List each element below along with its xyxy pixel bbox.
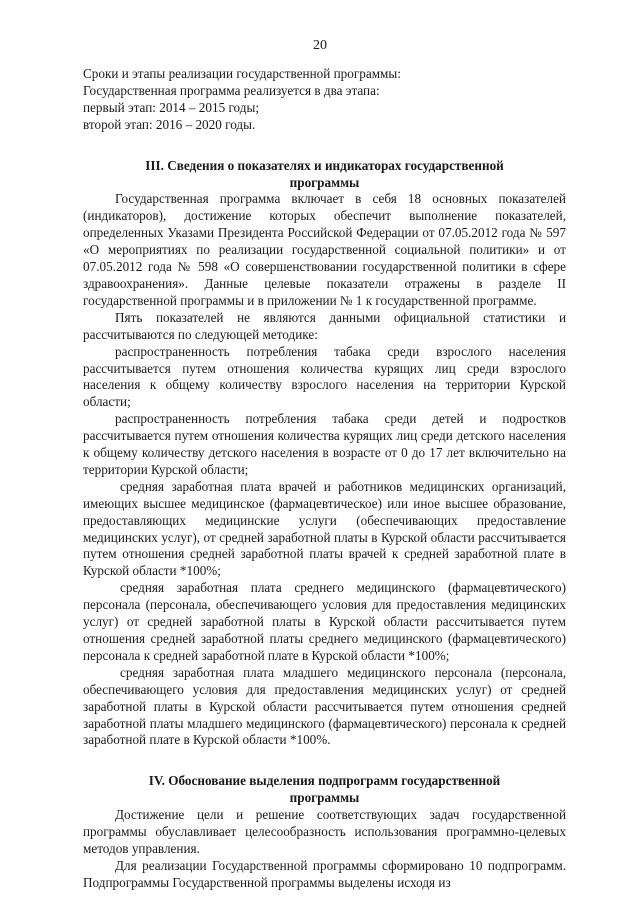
paragraph: средняя заработная плата младшего медицинского персонала (персонала, обеспечивающего условия для предоставления медицинских услуг) от средней заработной платы в Курской области рассчитывается путем отношения средней заработной платы младшего медицинского (фармацевтического) персонала к средней заработной плате в Курской области *100%. — [83, 664, 566, 748]
paragraph: Достижение цели и решение соответствующих задач государственной программы обуславливает целесообразность использования программно-целевых методов управления. — [83, 807, 566, 856]
paragraph: Для реализации Государственной программы сформировано 10 подпрограмм. Подпрограммы Государственной программы выделены исходя из — [83, 857, 566, 890]
section-3-heading: III. Сведения о показателях и индикаторах государственной программы — [145, 157, 504, 190]
paragraph: средняя заработная плата среднего медицинского (фармацевтического) персонала (персонала, обеспечивающего условия для предоставления медицинских услуг) от средней заработной платы в Курской области рассчитывается путем отношения средней заработной платы среднего медицинского (фармацевтического) персонала к средней заработной плате в Курской области *100%; — [83, 580, 566, 663]
stages-line: первый этап: 2014 – 2015 годы; — [83, 99, 259, 115]
page-number: 20 — [313, 38, 327, 53]
stages-line: Сроки и этапы реализации государственной программы: — [83, 66, 401, 81]
paragraph: распространенность потребления табака среди детей и подростков рассчитывается путем отношения количества курящих лиц среди детского населения к общему количеству детского населения в возрасте от 0 до 17 лет включительно на территории Курской области; — [83, 411, 566, 477]
section-4-heading: IV. Обоснование выделения подпрограмм государственной программы — [148, 773, 501, 806]
paragraph: Пять показателей не являются данными официальной статистики и рассчитываются по следующей методике: — [83, 309, 566, 342]
paragraph: средняя заработная плата врачей и работников медицинских организаций, имеющих высшее медицинское (фармацевтическое) или иное высшее образование, предоставляющих медицинские услуги (обеспечивающих предоставление медицинских услуг), от средней заработной платы в Курской области рассчитывается путем отношения средней заработной платы врачей к средней заработной плате в Курской области *100%; — [83, 478, 566, 579]
paragraph: распространенность потребления табака среди взрослого населения рассчитывается путем отношения количества курящих лиц среди взрослого населения к общему количеству взрослого населения на территории Курской области; — [83, 343, 566, 410]
stages-line: второй этап: 2016 – 2020 годы. — [83, 116, 256, 132]
paragraph: Государственная программа включает в себя 18 основных показателей (индикаторов), достижение которых обеспечит выполнение показателей, определенных Указами Президента Российской Федерации от 07.05.2012 года № 597 «О мероприятиях по реализации государственной социальной политики» и от 07.05.2012 года № 598 «О совершенствовании государственной политики в сфере здравоохранения». Данные целевые показатели отражены в разделе II государственной программы и в приложении № 1 к государственной программе. — [83, 191, 566, 308]
document-body — [83, 66, 566, 892]
stages-line: Государственная программа реализуется в два этапа: — [83, 82, 380, 98]
stages-block — [83, 66, 566, 134]
